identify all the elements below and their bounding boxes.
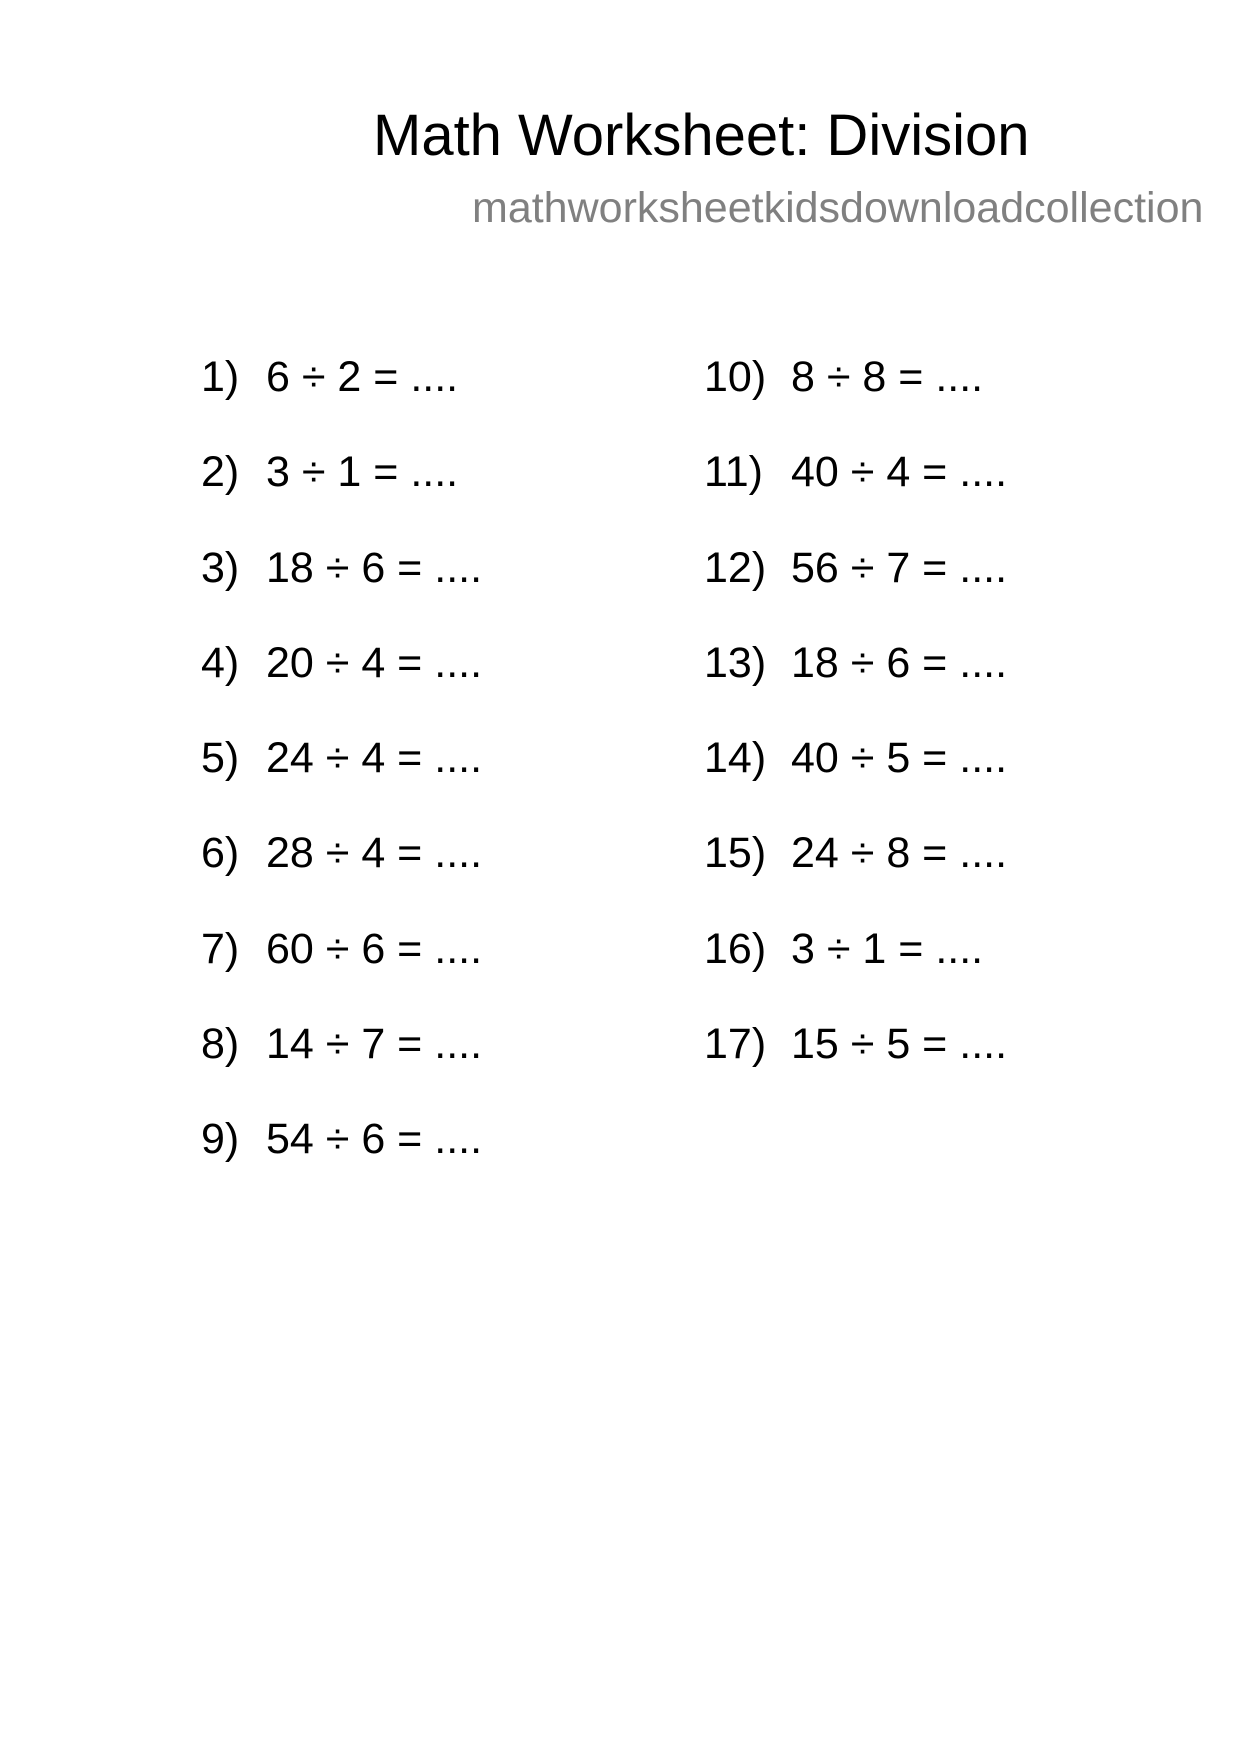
problem-list-right [704,349,1007,1111]
problem-expression: 28 ÷ 4 = .... [266,829,483,878]
problem-expression: 40 ÷ 4 = .... [791,448,1008,497]
problem-item [704,921,1007,1016]
problem-item [704,825,1007,920]
problem-item [201,540,482,635]
problem-number: 12) [704,543,767,592]
problem-number: 2) [201,448,240,497]
problem-item [704,730,1007,825]
problem-number: 1) [201,353,240,401]
problem-number: 7) [201,924,240,973]
problem-number: 6) [201,829,240,878]
problem-expression: 14 ÷ 7 = .... [266,1020,483,1069]
problem-number: 11) [704,448,763,497]
problem-expression: 3 ÷ 1 = .... [791,924,984,973]
problem-number: 13) [704,638,767,687]
problem-item [201,349,482,444]
problem-number: 10) [704,353,767,401]
problem-number: 14) [704,734,767,783]
problem-expression: 24 ÷ 8 = .... [791,829,1008,878]
problem-expression: 20 ÷ 4 = .... [266,638,483,687]
problem-list-left [201,349,482,1207]
problem-expression: 40 ÷ 5 = .... [791,734,1008,783]
problem-item [201,921,482,1016]
problem-expression: 3 ÷ 1 = .... [266,448,459,497]
problem-number: 5) [201,734,240,783]
problem-expression: 18 ÷ 6 = .... [791,638,1008,687]
problem-number: 9) [201,1115,240,1164]
worksheet-title: Math Worksheet: Division [373,103,1030,168]
problem-item [704,540,1007,635]
problem-expression: 18 ÷ 6 = .... [266,543,483,592]
problem-item [201,825,482,920]
problem-number: 16) [704,924,767,973]
problem-expression: 24 ÷ 4 = .... [266,734,483,783]
problem-item [704,1016,1007,1111]
problem-item [201,1016,482,1111]
worksheet-subtitle: mathworksheetkidsdownloadcollection [472,184,1204,232]
problem-item [704,635,1007,730]
problem-expression: 54 ÷ 6 = .... [266,1115,483,1164]
problem-number: 8) [201,1020,240,1069]
problem-item [704,349,1007,444]
problem-item [704,444,1007,539]
problem-item [201,444,482,539]
problem-expression: 56 ÷ 7 = .... [791,543,1008,592]
problem-expression: 6 ÷ 2 = .... [266,353,459,401]
problem-number: 3) [201,543,240,592]
problem-item [201,1111,482,1206]
problem-expression: 8 ÷ 8 = .... [791,353,984,401]
problem-item [201,635,482,730]
problem-expression: 60 ÷ 6 = .... [266,924,483,973]
problem-number: 4) [201,638,240,687]
problem-number: 17) [704,1020,767,1069]
problem-expression: 15 ÷ 5 = .... [791,1020,1008,1069]
problem-number: 15) [704,829,767,878]
problem-item [201,730,482,825]
